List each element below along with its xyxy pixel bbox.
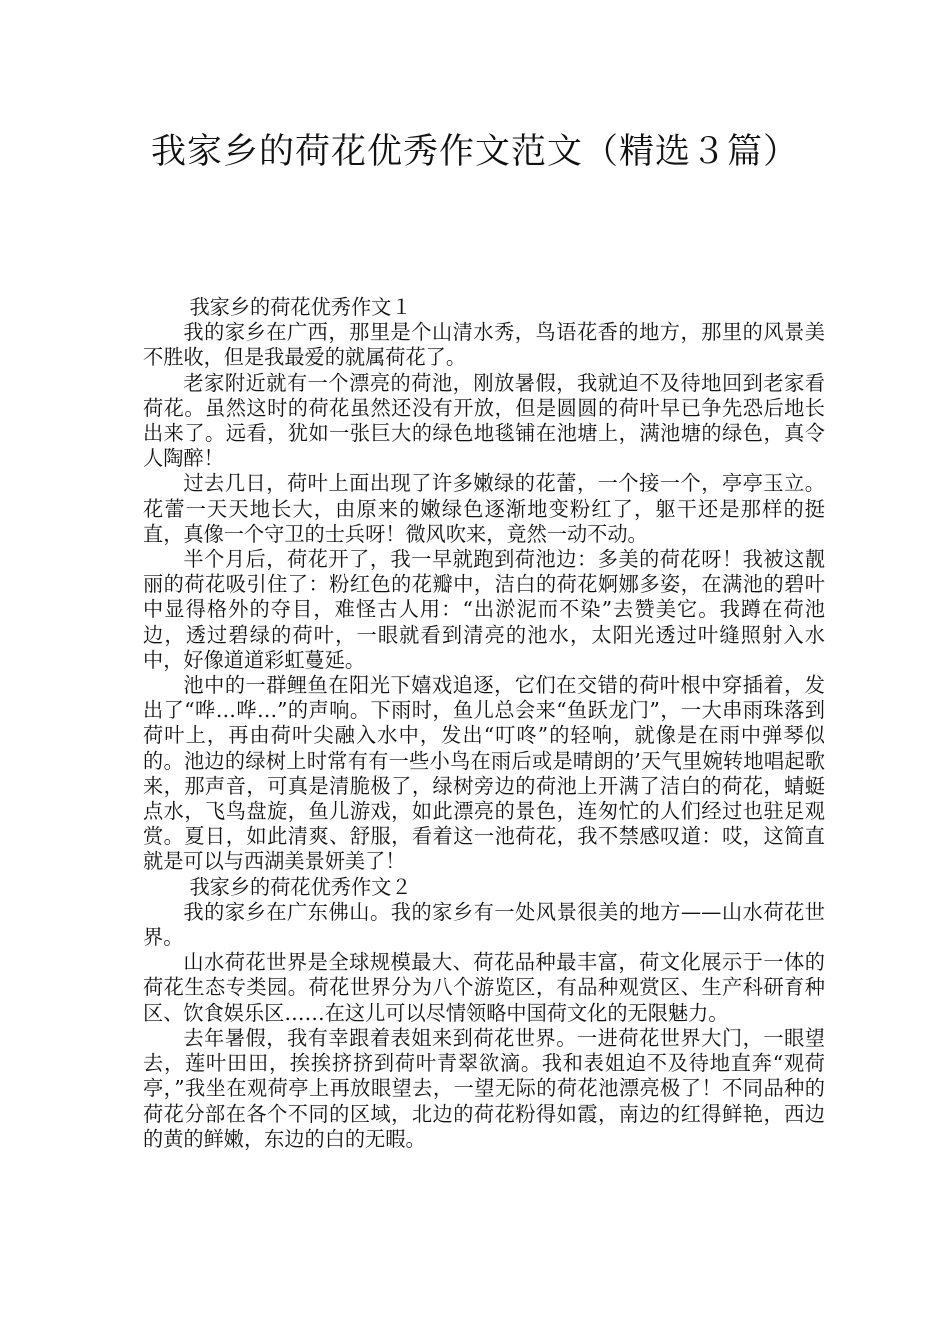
section-1-paragraph: 老家附近就有一个漂亮的荷池，刚放暑假，我就迫不及待地回到老家看荷花。虽然这时的荷花虽然还没有开放，但是圆圆的荷叶早已争先恐后地长出来了。远看，犹如一张巨大的绿色地毯铺在池塘上，满池塘的绿色，真令人陶醉！ bbox=[143, 370, 825, 471]
section-2-paragraph: 去年暑假，我有幸跟着表姐来到荷花世界。一进荷花世界大门，一眼望去，莲叶田田，挨挨挤挤到荷叶青翠欲滴。我和表姐迫不及待地直奔“观荷亭，”我坐在观荷亭上再放眼望去，一望无际的荷花池漂亮极了！不同品种的荷花分部在各个不同的区域，北边的荷花粉得如霞，南边的红得鲜艳，西边的黄的鲜嫩，东边的白的无暇。 bbox=[143, 1025, 825, 1151]
section-1-paragraph: 半个月后，荷花开了，我一早就跑到荷池边：多美的荷花呀！我被这靓丽的荷花吸引住了：粉红色的花瓣中，洁白的荷花婀娜多姿，在满池的碧叶中显得格外的夺目，难怪古人用：“出淤泥而不染”去赞美它。我蹲在荷池边，透过碧绿的荷叶，一眼就看到清亮的池水，太阳光透过叶缝照射入水中，好像道道彩虹蔓延。 bbox=[143, 547, 825, 672]
section-1-paragraph: 过去几日，荷叶上面出现了许多嫩绿的花蕾，一个接一个，亭亭玉立。花蕾一天天地长大，由原来的嫩绿色逐渐地变粉红了，躯干还是那样的挺直，真像一个守卫的士兵呀！微风吹来，竟然一动不动。 bbox=[143, 471, 825, 546]
section-2-heading: 我家乡的荷花优秀作文２ bbox=[189, 874, 412, 899]
section-1-paragraph: 我的家乡在广西，那里是个山清水秀，鸟语花香的地方，那里的风景美不胜收，但是我最爱的就属荷花了。 bbox=[143, 320, 825, 370]
section-2-paragraph: 我的家乡在广东佛山。我的家乡有一处风景很美的地方——山水荷花世界。 bbox=[143, 899, 825, 950]
section-1-paragraph: 池中的一群鲤鱼在阳光下嬉戏追逐，它们在交错的荷叶根中穿插着，发出了“哗…哗…”的声响。下雨时，鱼儿总会来“鱼跃龙门”，一大串雨珠落到荷叶上，再由荷叶尖融入水中，发出“叮咚”的轻响，就像是在雨中弹琴似的。池边的绿树上时常有有一些小鸟在雨后或是晴朗的’天气里婉转地唱起歌来，那声音，可真是清脆极了，绿树旁边的荷池上开满了洁白的荷花，蜻蜓点水，飞鸟盘旋，鱼儿游戏，如此漂亮的景色，连匆忙的人们经过也驻足观赏。夏日，如此清爽、舒服，看着这一池荷花，我不禁感叹道：哎，这简直就是可以与西湖美景妍美了！ bbox=[143, 673, 825, 874]
document-body bbox=[143, 295, 825, 1152]
section-1-heading: 我家乡的荷花优秀作文１ bbox=[189, 295, 412, 319]
document-title: 我家乡的荷花优秀作文范文（精选３篇） bbox=[150, 132, 799, 172]
section-2-paragraph: 山水荷花世界是全球规模最大、荷花品种最丰富，荷文化展示于一体的荷花生态专类园。荷花世界分为八个游览区，有品种观赏区、生产科研育种区、饮食娱乐区……在这儿可以尽情领略中国荷文化的无限魅力。 bbox=[143, 950, 825, 1025]
